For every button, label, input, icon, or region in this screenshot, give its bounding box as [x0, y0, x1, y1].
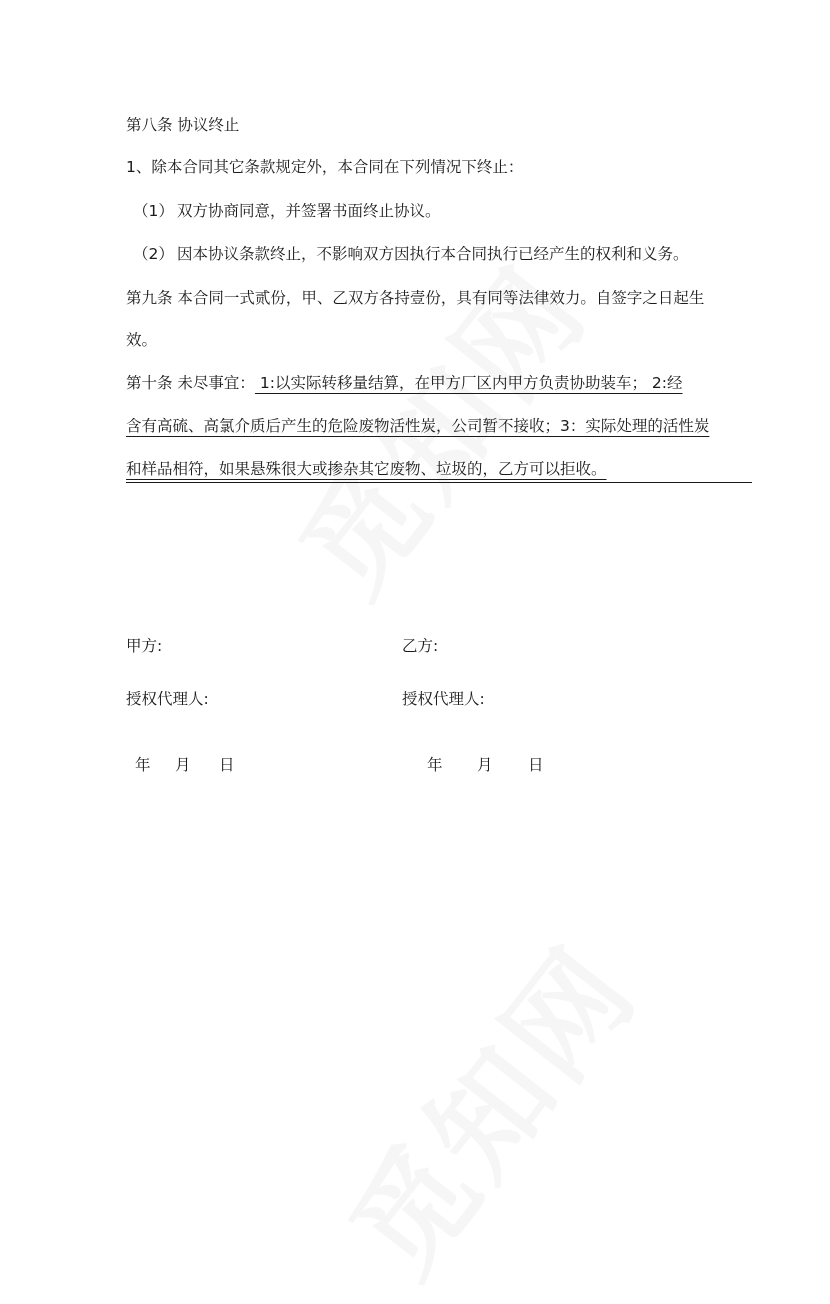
article9-line1: 第九条 本合同一式贰份，甲、乙双方各持壹份，具有同等法律效力。自签字之日起生 [126, 289, 705, 307]
year-label: 年 [427, 756, 443, 774]
day-label: 日 [528, 756, 544, 774]
month-label: 月 [477, 756, 493, 774]
date-a [135, 755, 235, 775]
agent-b-label: 授权代理人: [402, 690, 485, 708]
article10-line1 [126, 373, 682, 393]
party-a-label: 甲方: [126, 637, 163, 655]
agent-a-label: 授权代理人: [126, 690, 209, 708]
item1-number: （1） [133, 202, 174, 220]
party-b-label: 乙方: [402, 637, 439, 655]
article8-item1 [133, 201, 441, 221]
article8-clause1: 1、除本合同其它条款规定外，本合同在下列情况下终止： [126, 158, 524, 176]
date-b [427, 755, 544, 775]
item2-text: 因本协议条款终止，不影响双方因执行本合同执行已经产生的权利和义务。 [177, 245, 689, 263]
article10-label: 第十条 未尽事宜： [126, 374, 255, 392]
month-label: 月 [175, 756, 191, 774]
item2-number: （2） [133, 245, 174, 263]
watermark [305, 906, 668, 1304]
article8-heading: 第八条 协议终止 [126, 116, 240, 134]
day-label: 日 [219, 756, 235, 774]
year-label: 年 [135, 756, 151, 774]
underline-rule [126, 482, 752, 483]
article9-line2: 效。 [126, 331, 158, 349]
article10-line3: 和样品相符，如果悬殊很大或掺杂其它废物、垃圾的，乙方可以拒收。 [126, 460, 607, 478]
article10-line2: 含有高硫、高氯介质后产生的危险废物活性炭，公司暂不接收；3：实际处理的活性炭 [126, 417, 710, 435]
article10-text-1: 1:以实际转移量结算，在甲方厂区内甲方负责协助装车； 2:经 [254, 374, 683, 392]
item1-text: 双方协商同意，并签署书面终止协议。 [177, 202, 441, 220]
article8-item2 [133, 244, 689, 264]
